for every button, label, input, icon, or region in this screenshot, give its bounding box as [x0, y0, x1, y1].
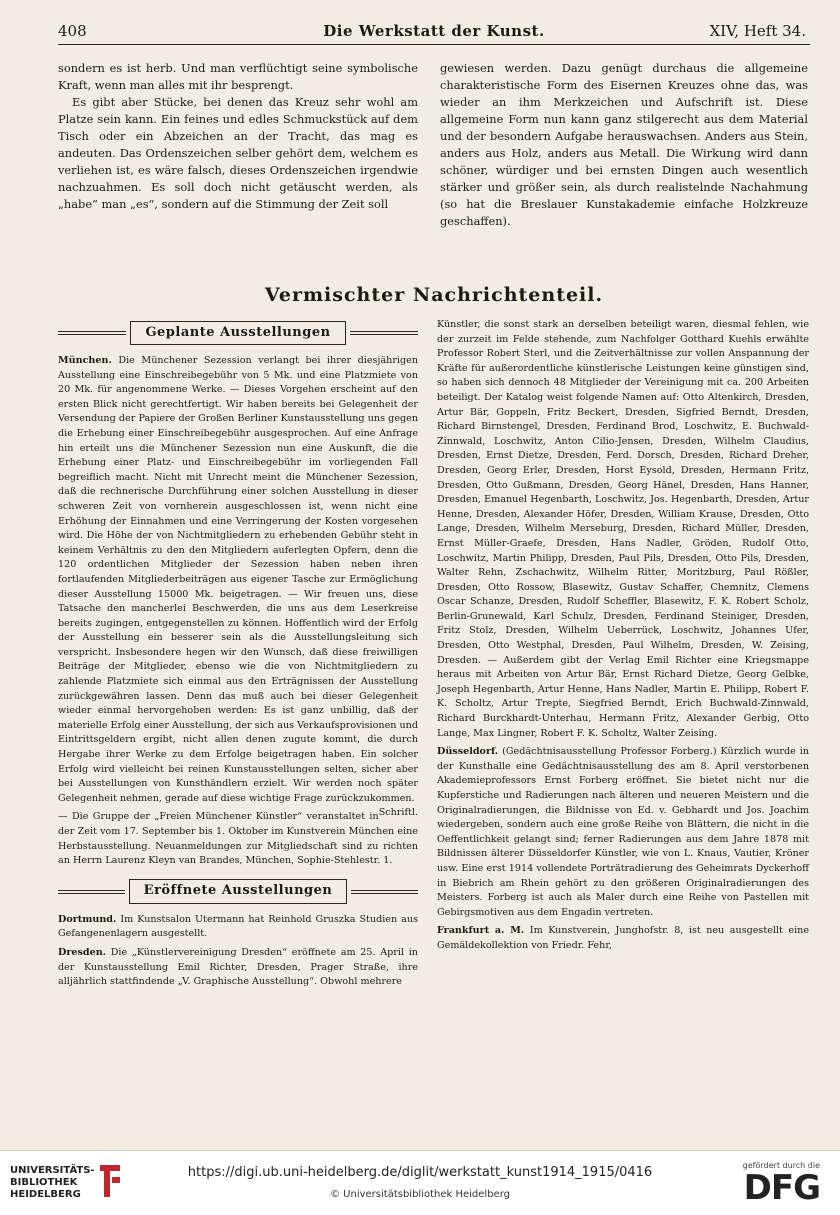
news-column-right [437, 318, 809, 954]
rubric-rule [58, 890, 125, 894]
news-item-frankfurt [437, 924, 809, 953]
city-name: Düsseldorf. [437, 746, 499, 758]
news-item-dortmund [58, 913, 418, 942]
rubric-rule [350, 331, 418, 335]
city-name: München. [58, 355, 112, 366]
page-header [58, 20, 810, 45]
rubric-rule [58, 331, 126, 335]
article-paragraph: Es gibt aber Stücke, bei denen das Kreuz sehr wohl am Platze sein kann. Ein feines und edles Schmuckstück auf dem Tisch oder ein Abzeichen an der Tracht, das mag es andeuten. Das Ordenszeichen selber gehört dem, welchem es verliehen ist, es wäre falsch, dieses Ordenszeichen irgendwie nachzuahmen. Es soll doch nicht getäuscht werden, als „habe“ man „es“, sondern auf die Stimmung der Zeit soll [58, 95, 418, 211]
news-item-muenchen [58, 354, 418, 819]
library-name: UNIVERSITÄTS- BIBLIOTHEK HEIDELBERG [10, 1165, 95, 1200]
city-name: Dortmund. [58, 913, 117, 925]
article-paragraph: gewiesen werden. Dazu genügt durchaus die allgemeine charakteristische Form des Eisernen Kreuzes ohne das, was wieder an ihm Merkzeichen und Aufschrift ist. Diese allgemeine Form nun kann ganz stilgerecht aus dem Material und der besondern Aufgabe herauswachsen. Anders aus Stein, anders aus Holz, anders aus Metall. Die Wirkung wird dann schöner, würdiger und bei ernsten Dingen auch wesentlich stärker und größer sein, als durch realistelnde Nachahmung (so hat die Breslauer Kunstakademie einfache Holzkreuze geschaffen). [440, 61, 808, 228]
city-name: Dresden. [58, 946, 107, 958]
news-text: Im Kunstverein, Junghofstr. 8, ist neu ausgestellt eine Gemäldekollektion von Friedr. Fehr, [437, 925, 809, 951]
issue-label: XIV, Heft 34. [709, 22, 806, 40]
author-sign: Schriftl. [378, 807, 418, 819]
journal-title: Die Werkstatt der Kunst. [323, 22, 545, 40]
news-item-dresden [58, 946, 418, 990]
news-text: (Gedächtnisausstellung Professor Forberg.) Kürzlich wurde in der Kunsthalle eine Gedächtnisausstellung des am 8. April verstorbenen Akademieprofessors Ernst Forberg eröffnet. Sie bietet nicht nur die Kupferstiche und Radierungen nach älteren und neueren Meistern und die Originalradierungen, die Bildnisse von Ed. v. Gebhardt und Jos. Joachim wiedergeben, sondern auch eine große Reihe von Blättern, die nicht in die Oeffentlichkeit gelangt sind; ferner Radierungen aus dem Jahre 1878 mit Bildnissen älterer Düsseldorfer Künstler, wie von L. Knaus, Vautier, Kröner usw. Eine erst 1914 vollendete Porträtradierung des Geheimrats Dyckerhoff in Biebrich am Rhein gehört zu den größeren Originalradierungen des Meisters. Forberg ist auch als Maler durch eine Reihe von Pastellen mit Gebirgsmotiven aus dem Engadin vertreten. [437, 746, 809, 918]
news-item-duesseldorf [437, 745, 809, 920]
page-number: 408 [58, 22, 87, 40]
funding-label: gefördert durch die [742, 1161, 820, 1170]
article-column-left [58, 60, 418, 213]
article-column-right [440, 60, 808, 230]
news-column-left [58, 318, 418, 990]
article-paragraph: sondern es ist herb. Und man verflüchtigt seine symbolische Kraft, wenn man alles mit ihr besprengt. [58, 61, 418, 92]
copyright-notice: © Universitätsbibliothek Heidelberg [329, 1189, 510, 1200]
news-text: Im Kunstsalon Utermann hat Reinhold Gruszka Studien aus Gefangenenlagern ausgestellt. [58, 913, 418, 940]
rubric-opened-exhibitions [58, 877, 418, 907]
news-item-dresden-continued: Künstler, die sonst stark an derselben beteiligt waren, diesmal fehlen, wie der zurzeit im Felde stehende, zum Nachfolger Gotthard Kuehls erwählte Professor Robert Sterl, und die Zeitverhältnisse zur vollen Anspannung der Kräfte für außerordentliche künstlerische Leistungen keine günstigen sind, so haben sich dennoch 48 Mitglieder der Vereinigung mit ca. 200 Arbeiten beteiligt. Der Katalog weist folgende Namen auf: Otto Altenkirch, Dresden, Artur Bär, Goppeln, Fritz Beckert, Dresden, Sigfried Berndt, Dresden, Richard Birnstengel, Dresden, Ferdinand Brod, Loschwitz, E. Buchwald-Zinnwald, Loschwitz, Anton Cilio-Jensen, Dresden, Wilhelm Claudius, Dresden, Ernst Dietze, Dresden, Ferd. Dorsch, Dresden, Richard Dreher, Dresden, Georg Erler, Dresden, Horst Eysold, Dresden, Hermann Fritz, Dresden, Otto Gußmann, Dresden, Georg Hänel, Dresden, Hans Hanner, Dresden, Emanuel Hegenbarth, Loschwitz, Jos. Hegenbarth, Dresden, Artur Henne, Dresden, Alexander Höfer, Dresden, William Krause, Dresden, Otto Lange, Dresden, Wilhelm Merseburg, Dresden, Richard Müller, Dresden, Ernst Müller-Graefe, Dresden, Hans Nadler, Gröden, Rudolf Otto, Loschwitz, Martin Philipp, Dresden, Paul Pils, Dresden, Otto Pils, Dresden, Walter Rehn, Zschachwitz, Wilhelm Ritter, Moritzburg, Paul Rößler, Dresden, Otto Rossow, Blasewitz, Gustav Schaffer, Chemnitz, Clemens Oscar Schanze, Dresden, Rudolf Scheffler, Blasewitz, F. K. Robert Scholz, Berlin-Grunewald, Karl Schulz, Dresden, Ferdinand Steiniger, Dresden, Fritz Stolz, Dresden, Wilhelm Ueberrück, Loschwitz, Johannes Ufer, Dresden, Otto Westphal, Dresden, Paul Wilhelm, Dresden, W. Zeising, Dresden. — Außerdem gibt der Verlag Emil Richter eine Kriegsmappe heraus mit Arbeiten von Artur Bär, Ernst Richard Dietze, Georg Gelbke, Joseph Hegenbarth, Artur Henne, Hans Nadler, Martin E. Philipp, Robert F. K. Scholtz, Artur Trepte, Siegfried Berndt, Erich Buchwald-Zinnwald, Richard Burckhardt-Unterhau, Hermann Fritz, Alexander Gerbig, Otto Lange, Max Lingner, Robert F. K. Scholtz, Walter Zeising. [437, 319, 809, 739]
rubric-planned-exhibitions [58, 318, 418, 348]
dfg-logo[interactable] [743, 1161, 820, 1206]
news-text: Die Münchener Sezession verlangt bei ihrer diesjährigen Ausstellung eine Einschreibegebühr von 5 Mk. und eine Platzmiete von 20 Mk. für angenommene Werke. — Dieses Vorgehen erscheint auf den ersten Blick nicht gerechtfertigt. Wir haben bereits bei Gelegenheit der Versendung der Papiere der Großen Berliner Kunstausstellung uns gegen die Erhebung einer Einschreibegebühr ausgesprochen. Auf eine Anfrage hin erteilt uns die Münchener Sezession nun eine Auskunft, die die Erhebung einer Platz- und Einschreibegebühr im vorliegenden Fall begreiflich macht. Nicht mit Unrecht meint die Münchener Sezession, daß die rechnerische Durchführung einer solchen Ausstellung in dieser schweren Zeit von vornherein ausgeschlossen ist, wenn nicht eine Erhöhung der Einnahmen und eine Verringerung der Kosten vorgesehen wird. Die Höhe der von Nichtmitgliedern zu erhebenden Gebühr steht in keinem Verhältnis zu den den Mitgliedern auferlegten Opfern, denn die 120 ordentlichen Mitglieder der Sezession haben neben ihren fortlaufenden Mitgliederbeiträgen aus eigener Tasche zur Ermöglichung dieser Ausstellung 15000 Mk. beigetragen. — Wir freuen uns, diese Tatsache den mancherlei Beschwerden, die uns aus dem Leserkreise bereits zugingen, entgegenstellen zu können. Hoffentlich wird der Erfolg der Ausstellung ein besserer sein als die Ausstellungsleitung sich verspricht. Insbesondere hegen wir den Wunsch, daß diese freiwilligen Beiträge der Mitglieder, ebenso wie die von Nichtmitgliedern zu zahlende Platzmiete sich einmal aus den Erträgnissen der Ausstellung zurückgewähren lassen. Denn das muß auch bei dieser Gelegenheit wieder einmal hervorgehoben werden: Es ist ganz unbillig, daß der materielle Erfolg einer Ausstellung, der sich aus Verkaufsprovisionen und Eintrittsgeldern ergibt, nicht allen denen zugute kommt, die durch Hergabe ihrer Werke zu dem Erfolge beigetragen haben. Ein solcher Erfolg wird vielleicht bei reinen Kunstausstellungen selten, sicher aber bei Ausstellungen von Kunsthändlern erzielt. Wir werden noch später Gelegenheit nehmen, gerade auf diese wichtige Frage zurückzukommen. [58, 355, 418, 804]
viewer-footer [0, 1150, 840, 1215]
funder-name: DFG [743, 1168, 820, 1208]
news-item-muenchen-2: — Die Gruppe der „Freien Münchener Künstler“ veranstaltet in der Zeit vom 17. September bis 1. Oktober im Kunstverein München eine Herbstausstellung. Neuanmeldungen zur Mitgliedschaft sind zu richten an Herrn Laurenz Kleyn van Brandes, München, Sophie-Stehlestr. 1. [58, 811, 418, 867]
rubric-label: Eröffnete Ausstellungen [129, 879, 348, 904]
section-title: Vermischter Nachrichtenteil. [264, 284, 604, 306]
rubric-rule [351, 890, 418, 894]
city-name: Frankfurt a. M. [437, 925, 525, 937]
permalink-url[interactable]: https://digi.ub.uni-heidelberg.de/diglit/werkstatt_kunst1914_1915/0416 [187, 1165, 653, 1180]
news-text: Die „Künstlervereinigung Dresden“ eröffnete am 25. April in der Kunstausstellung Emil Richter, Dresden, Prager Straße, ihre alljährlich stattfindende „V. Graphische Ausstellung“. Obwohl mehrere [58, 946, 418, 988]
rubric-label: Geplante Ausstellungen [130, 321, 345, 346]
